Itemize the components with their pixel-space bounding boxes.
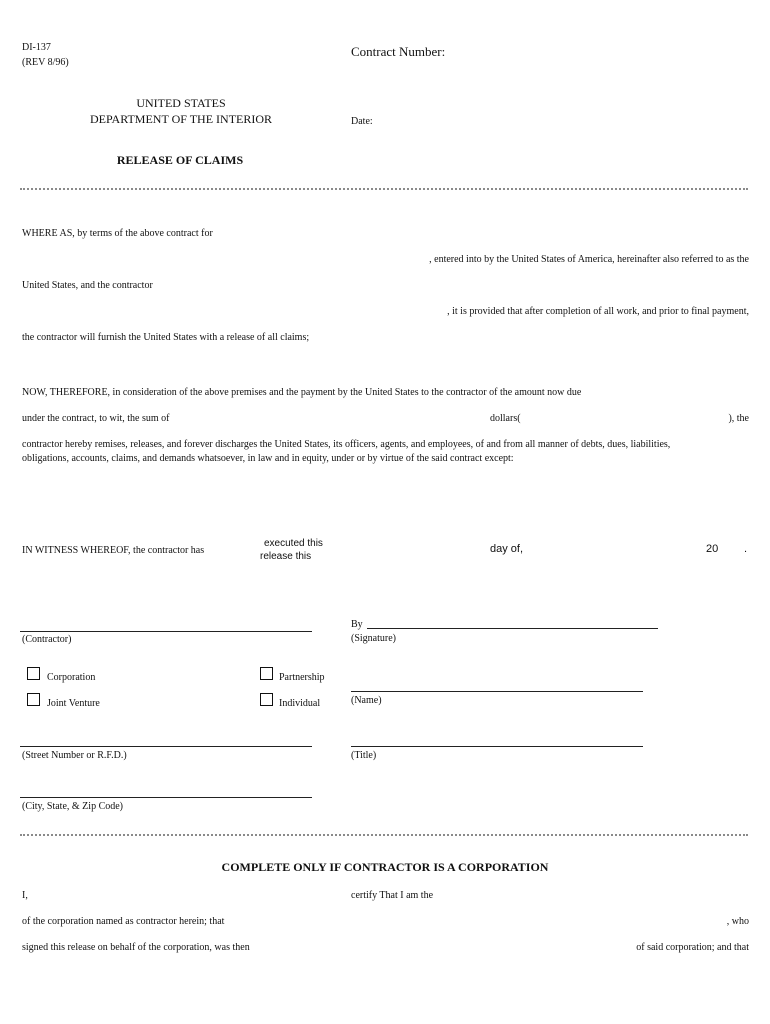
who-label: , who — [726, 916, 749, 927]
contract-number-label: Contract Number: — [351, 44, 446, 59]
joint-venture-label: Joint Venture — [47, 698, 100, 709]
title-label: (Title) — [351, 750, 377, 761]
executed-line-2: release this — [260, 551, 312, 562]
consideration-line-4: obligations, accounts, claims, and demands whatsoever, in law and in equity, under or by virtue of the said contract except: — [22, 453, 514, 464]
city-label: (City, State, & Zip Code) — [22, 801, 124, 812]
recital-line-5: the contractor will furnish the United States with a release of all claims; — [22, 332, 310, 343]
signature-label: (Signature) — [351, 633, 396, 644]
year-prefix: 20 — [706, 543, 719, 555]
section-divider — [20, 188, 748, 190]
agency-line-1: UNITED STATES — [136, 96, 226, 110]
individual-label: Individual — [279, 698, 321, 709]
dollars-label: dollars( — [490, 413, 521, 424]
partnership-checkbox[interactable] — [260, 667, 273, 680]
of-said-label: of said corporation; and that — [636, 942, 749, 953]
recital-line-3: United States, and the contractor — [22, 280, 153, 291]
day-of-label: day of, — [490, 543, 524, 555]
name-label: (Name) — [351, 695, 382, 706]
individual-checkbox[interactable] — [260, 693, 273, 706]
agency-line-2: DEPARTMENT OF THE INTERIOR — [89, 112, 273, 126]
partnership-label: Partnership — [279, 672, 325, 683]
contractor-line[interactable] — [20, 631, 312, 632]
form-id: DI-137 — [22, 42, 51, 53]
city-line[interactable] — [20, 797, 312, 798]
sum-label: under the contract, to wit, the sum of — [22, 413, 170, 424]
street-line[interactable] — [20, 746, 312, 747]
dollars-end: ), the — [728, 413, 749, 424]
corporation-heading: COMPLETE ONLY IF CONTRACTOR IS A CORPORATION — [221, 860, 549, 874]
i-label: I, — [22, 890, 28, 901]
contractor-label: (Contractor) — [22, 634, 72, 645]
joint-venture-checkbox[interactable] — [27, 693, 40, 706]
consideration-line-1: NOW, THEREFORE, in consideration of the above premises and the payment by the United States to the contractor of the amount now due — [22, 387, 582, 398]
recital-line-1: WHERE AS, by terms of the above contract for — [22, 228, 213, 239]
title-line[interactable] — [351, 746, 643, 747]
date-label: Date: — [351, 116, 373, 127]
corporation-checkbox[interactable] — [27, 667, 40, 680]
executed-line-1: executed this — [264, 538, 323, 549]
form-revision: (REV 8/96) — [22, 57, 69, 68]
recital-line-2: , entered into by the United States of America, hereinafter also referred to as the — [429, 254, 749, 265]
consideration-line-3: contractor hereby remises, releases, and forever discharges the United States, its officers, agents, and employees, of and from all manner of debts, dues, liabilities, — [22, 439, 671, 450]
name-line[interactable] — [351, 691, 643, 692]
witness-lead: IN WITNESS WHEREOF, the contractor has — [22, 545, 205, 556]
of-corporation-label: of the corporation named as contractor herein; that — [22, 916, 225, 927]
year-period: . — [744, 543, 748, 555]
by-label: By — [351, 619, 363, 630]
signed-line-label: signed this release on behalf of the corporation, was then — [22, 942, 250, 953]
section-divider-2 — [20, 834, 748, 836]
signature-line[interactable] — [367, 628, 658, 629]
certify-label: certify That I am the — [351, 890, 434, 901]
page-title: RELEASE OF CLAIMS — [116, 153, 244, 167]
corporation-label: Corporation — [47, 672, 96, 683]
street-label: (Street Number or R.F.D.) — [22, 750, 127, 761]
recital-line-4: , it is provided that after completion of all work, and prior to final payment, — [447, 306, 749, 317]
